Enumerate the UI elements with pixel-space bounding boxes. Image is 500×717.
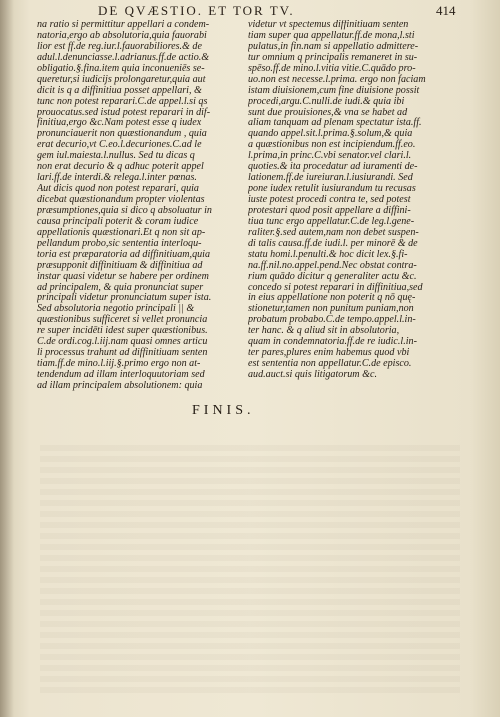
text-line: re super incidēti idest super quæstionibus.	[37, 325, 208, 337]
running-head: DE QVÆSTIO. ET TOR TV.	[98, 3, 295, 18]
text-line: quando appel.sit.l.prima.§.solum,& quia	[248, 128, 413, 140]
text-line: pellandum probo,sic sententia interloqu-	[37, 237, 202, 249]
text-line: præsumptiones,quia si dico q absoluatur in	[37, 204, 212, 216]
text-line: lationem.ff.de iureiuran.l.iusiurandi. Sed	[248, 172, 413, 184]
text-line: iuste potest procedi contra te, sed potest	[248, 194, 411, 205]
text-line: sunt due prouisiones,& vna se habet ad	[248, 106, 408, 118]
text-line: instar quasi videtur se habere per ordinem	[37, 270, 209, 282]
text-line: videtur vt spectemus diffinitiuam senten	[248, 20, 409, 30]
text-line: quæstionibus sufficeret si vellet pronuncia	[37, 314, 208, 326]
text-line: raliter.§.sed autem,nam non debet suspen-	[248, 226, 419, 238]
text-line: dicebat quæstionandum propter violentas	[37, 194, 205, 205]
text-line: C.de ordi.cog.l.iij.nam quasi omnes articu	[37, 336, 208, 348]
text-line: finitiua,ergo &c.Nam potest esse q iudex	[37, 117, 202, 129]
text-line: tur omnium q principalis remaneret in su-	[248, 51, 418, 63]
text-line: est sententia non appellatur.C.de episco.	[248, 358, 412, 370]
text-line: lior est ff.de reg.iur.l.fauorabiliores.& de	[37, 40, 202, 52]
text-line: præsupponit diffinitiuam & diffinitiua ad	[37, 259, 203, 271]
text-line: natoria,ergo ab absolutoria,quia fauorabi	[37, 29, 207, 41]
text-line: li processus trahunt ad diffinitiuam senten	[37, 347, 208, 359]
text-line: aud.auct.si quis litigatorum &c.	[248, 369, 377, 380]
text-line: na.ff.nil.no.appel.pend.Nec obstat contra-	[248, 259, 417, 271]
text-line: probatum probabo.C.de tempo.appel.l.in-	[248, 314, 416, 326]
text-line: queretur,si iudicijs prolongaretur,quia aut	[37, 73, 206, 85]
text-line: tiam super qua appellatur.ff.de mona,l.sti	[248, 29, 415, 41]
bleed-through-text	[40, 445, 460, 695]
text-line: in eius appellatione non poterit q nō quę-	[248, 292, 416, 304]
text-line: l.prima,in princ.C.vbi senator.vel clari.l.	[248, 150, 412, 162]
text-line: pronunciauerit non quæstionandum , quia	[37, 128, 207, 140]
text-line: toria est præparatoria ad diffinitiuam,quia	[37, 248, 211, 260]
text-line: pone iudex retulit iusiurandum tu recusas	[248, 183, 416, 195]
text-line: appellationis quæstionari.Et q non sit ap-	[37, 226, 206, 238]
text-line: spēso.ff.de mino.l.vitia vitie.C.quādo pro-	[248, 62, 416, 74]
text-line: Sed absolutoria negotio principali || &	[37, 303, 195, 315]
text-line: ter hanc. & q aliud sit in absolutoria,	[248, 325, 400, 337]
text-line: concedo si potest reparari in diffinitiua,sed	[248, 281, 423, 293]
text-line: erat decurio,vt C.eo.l.decuriones.C.ad le	[37, 139, 202, 151]
text-line: statu homi.l.penulti.& hoc dicit lex.§.fi-	[248, 248, 408, 260]
text-line: non erat decurio & q adhuc poterit appel	[37, 161, 204, 173]
text-line: a quæstionibus non est incipiendum.ff.eo.	[248, 139, 416, 151]
text-line: tiam.ff.de mino.l.iij.§.primo ergo non at-	[37, 358, 201, 370]
text-line: dicit is q a diffinitiua posset appellari, &	[37, 84, 202, 96]
text-line: rium quādo dicitur q generaliter actu &c.	[248, 270, 417, 282]
text-line: uo.non est necesse.l.prima. ergo non faciam	[248, 73, 426, 85]
text-line: Aut dicis quod non potest reparari, quia	[37, 183, 199, 195]
text-line: na ratio si permittitur appellari a condem-	[37, 20, 210, 30]
text-line: gem iul.maiesta.l.nullus. Sed tu dicas q	[37, 150, 195, 162]
folio-number: 414	[436, 3, 456, 18]
text-line: tunc non potest reparari.C.de appel.l.si qs	[37, 95, 208, 107]
text-line: causa principali poterit & coram iudice	[37, 215, 199, 227]
text-line: ad illam principalem absolutionem: quia	[37, 379, 203, 391]
text-line: prouocatus.sed istud potest reparari in dif-	[37, 106, 211, 118]
text-line: di talis causa.ff.de iudi.l. per minorē & de	[248, 237, 418, 249]
text-line: lari.ff.de interdi.& relega.l.inter pœnas.	[37, 172, 197, 184]
finis-colophon: FINIS.	[192, 403, 255, 418]
text-line: ad principalem, & quia pronunciat super	[37, 281, 204, 293]
text-line: quoties.& ita procedatur ad iuramenti de-	[248, 161, 418, 173]
left-column	[37, 20, 239, 392]
gutter-shadow	[0, 0, 14, 717]
text-line: adul.l.denunciasse.l.adrianus.ff.de actio.&	[37, 51, 210, 63]
text-line: tiua tunc ergo appellatur.C.de leg.l.gene-	[248, 215, 415, 227]
text-line: quam in condemnatoria.ff.de re iudic.l.in-	[248, 336, 417, 348]
text-line: stionetur,tamen non punitum puniam,non	[248, 303, 414, 315]
text-line: protestari quod posit appellare a diffini-	[248, 204, 411, 216]
text-line: principali videtur pronunciatum super ista.	[37, 292, 212, 304]
text-line: pulatus,in fin.nam si appellatio admittere-	[248, 40, 419, 52]
text-line: ter pares,plures enim habemus quod vbi	[248, 347, 410, 359]
right-column	[248, 20, 462, 381]
text-line: obligatio.§.fina.item quia inconueniēs se-	[37, 62, 205, 74]
text-line: procedi,argu.C.nulli.de iudi.& quia ibi	[248, 95, 405, 107]
text-line: tendendum ad illam interloquutoriam sed	[37, 369, 205, 380]
text-line: aliam tanquam ad plenam spectatur ista.ff.	[248, 117, 422, 129]
text-line: istam diuisionem,cum fine diuisione possit	[248, 84, 420, 96]
